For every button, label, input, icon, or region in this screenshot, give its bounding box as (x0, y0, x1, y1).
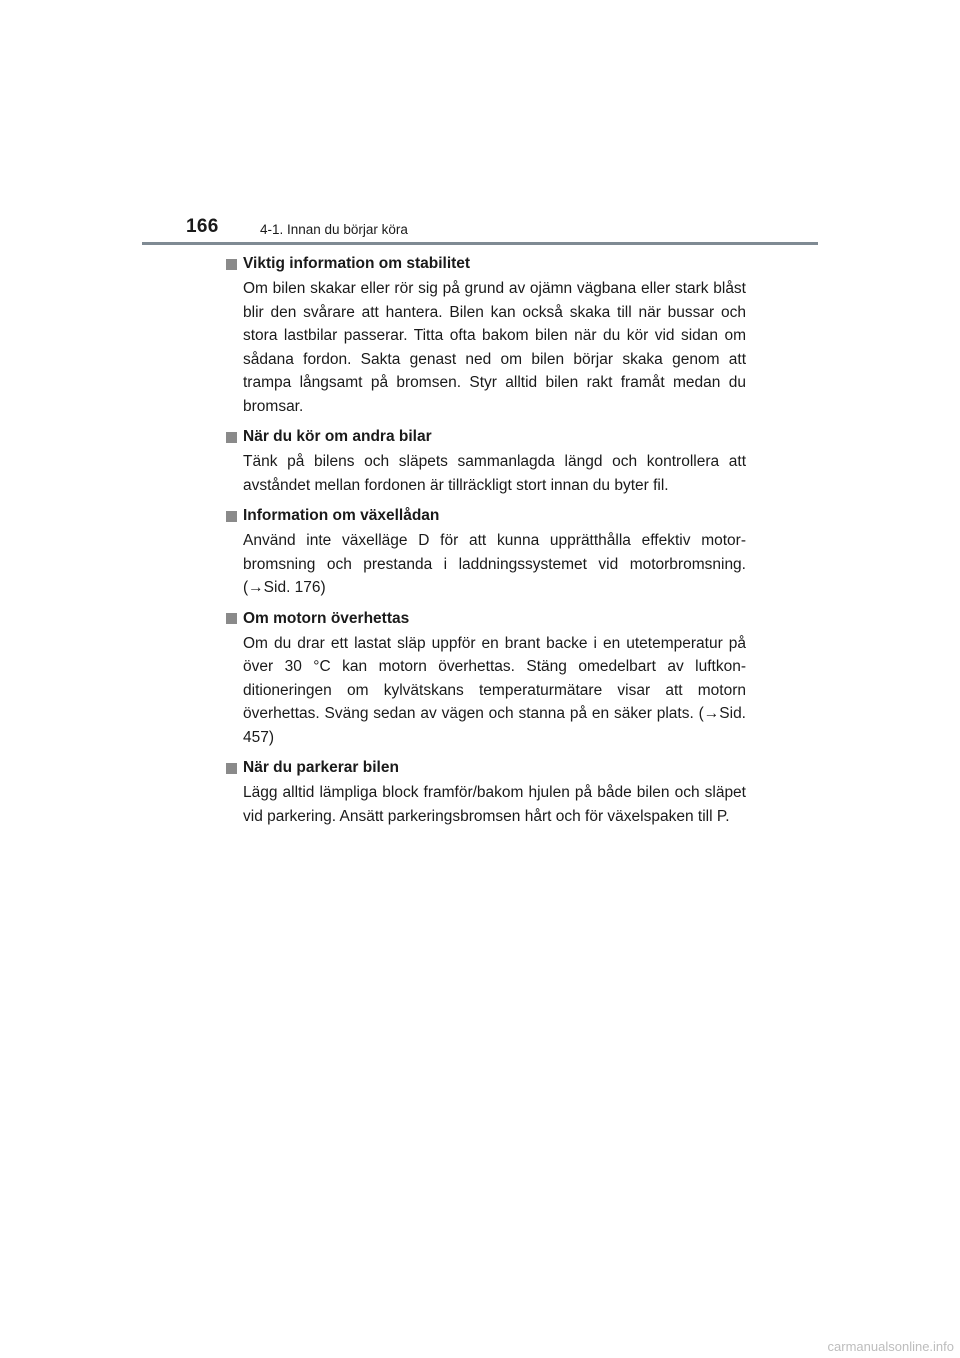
watermark: carmanualsonline.info (827, 1339, 954, 1354)
section-heading-text: Information om växellådan (243, 507, 440, 524)
square-bullet-icon (226, 763, 237, 774)
section-overtaking (226, 426, 746, 497)
section-heading (226, 608, 746, 630)
section-heading (226, 505, 746, 527)
section-transmission (226, 505, 746, 600)
square-bullet-icon (226, 432, 237, 443)
page-header (0, 0, 960, 250)
section-parking (226, 757, 746, 828)
square-bullet-icon (226, 511, 237, 522)
section-heading-text: Om motorn överhettas (243, 609, 410, 627)
section-body: Om du drar ett lastat släp uppför en brant backe i en utetemperatur på över 30 °C kan motorn överhettas. Stäng omedelbart av luftkon- ditioneringen om kylvätskans temperaturmätare visar att motorn överhettas. Sväng sedan av vägen och stanna på en säker plats. (→Sid. 457) (243, 634, 746, 746)
section-body: Använd inte växelläge D för att kunna upprätthålla effektiv motor- bromsning och prestanda i laddningssystemet vid motorbromsning. (→Sid. 176) (243, 532, 746, 596)
square-bullet-icon (226, 259, 237, 270)
section-body: Om bilen skakar eller rör sig på grund av ojämn vägbana eller stark blåst blir den svårare att hantera. Bilen kan också skaka till när bussar och stora lastbilar passerar. Titta ofta bakom bilen när du kör vid sidan om sådana fordon. Sakta genast ned om bilen börjar skaka genom att trampa långsamt på bromsen. Styr alltid bilen rakt framåt medan du bromsar. (243, 280, 746, 415)
section-heading (226, 253, 746, 275)
section-heading (226, 757, 746, 779)
section-body: Lägg alltid lämpliga block framför/bakom hjulen på både bilen och släpet vid parkering. Ansätt parkeringsbromsen hårt och för växelspaken till P. (243, 784, 746, 825)
section-heading-text: När du kör om andra bilar (243, 428, 432, 445)
section-heading-text: Viktig information om stabilitet (243, 255, 471, 272)
square-bullet-icon (226, 613, 237, 624)
section-heading-text: När du parkerar bilen (243, 759, 399, 776)
header-divider (142, 242, 818, 245)
section-body: Tänk på bilens och släpets sammanlagda längd och kontrollera att avståndet mellan fordonen är tillräckligt stort innan du byter fil. (243, 453, 746, 494)
chapter-title: 4-1. Innan du börjar köra (260, 222, 408, 237)
page-number: 166 (186, 216, 219, 237)
section-overheating (226, 608, 746, 750)
page-content (226, 253, 746, 836)
section-heading (226, 426, 746, 448)
section-stability (226, 253, 746, 418)
